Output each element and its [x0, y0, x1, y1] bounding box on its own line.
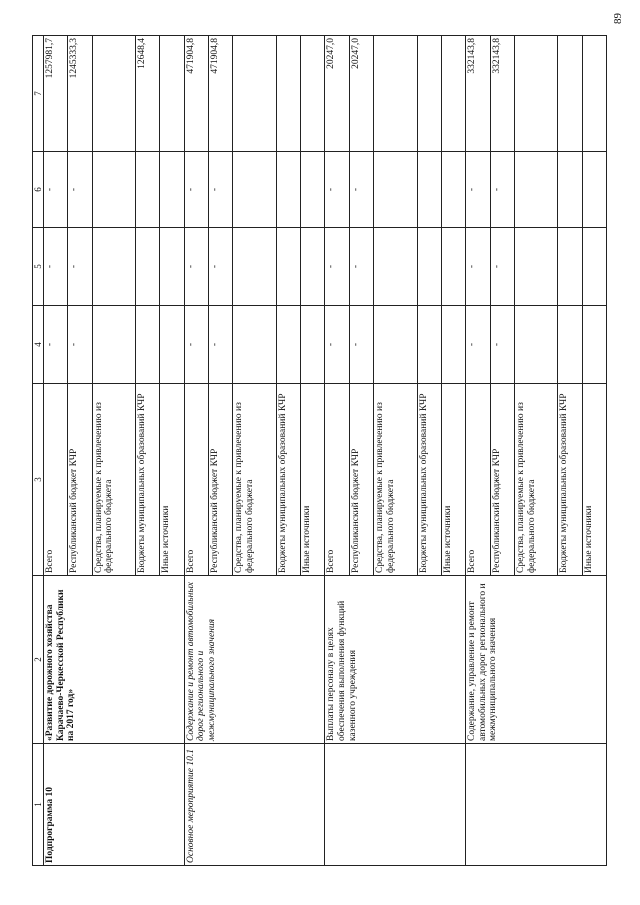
value-cell-c7: 471904,8 [209, 36, 233, 152]
column-number-row [33, 36, 44, 866]
value-cell-c6: - [44, 152, 68, 228]
value-cell-c4 [441, 306, 465, 384]
value-cell-c7: 20247,0 [349, 36, 373, 152]
value-cell-c6 [417, 152, 441, 228]
value-cell-c4 [233, 306, 276, 384]
value-cell-c4: - [44, 306, 68, 384]
value-cell-c5: - [184, 228, 208, 306]
value-cell-c6 [301, 152, 325, 228]
funding-source: Иные источники [160, 384, 184, 576]
funding-source: Республиканский бюджет КЧР [209, 384, 233, 576]
value-cell-c7: 12648,4 [136, 36, 160, 152]
value-cell-c5: - [466, 228, 490, 306]
funding-source: Всего [184, 384, 208, 576]
value-cell-c5 [233, 228, 276, 306]
value-cell-c6: - [490, 152, 514, 228]
funding-source: Средства, планируемые к привлечению из федерального бюджета [514, 384, 557, 576]
value-cell-c4: - [490, 306, 514, 384]
value-cell-c5 [301, 228, 325, 306]
funding-source: Республиканский бюджет КЧР [68, 384, 92, 576]
value-cell-c6: - [209, 152, 233, 228]
value-cell-c4 [558, 306, 582, 384]
column-number: 7 [33, 36, 44, 152]
column-number: 3 [33, 384, 44, 576]
value-cell-c7 [276, 36, 300, 152]
value-cell-c7 [233, 36, 276, 152]
value-cell-c4: - [349, 306, 373, 384]
value-cell-c5: - [68, 228, 92, 306]
column-number: 6 [33, 152, 44, 228]
rotated-table-container [32, 36, 607, 866]
funding-source: Иные источники [301, 384, 325, 576]
value-cell-c7 [417, 36, 441, 152]
value-cell-c6 [558, 152, 582, 228]
value-cell-c6 [374, 152, 417, 228]
value-cell-c5: - [325, 228, 349, 306]
value-cell-c5: - [490, 228, 514, 306]
value-cell-c5 [276, 228, 300, 306]
value-cell-c5 [417, 228, 441, 306]
funding-source: Бюджеты муниципальных образований КЧР [417, 384, 441, 576]
page-number: 89 [612, 13, 624, 24]
value-cell-c6 [514, 152, 557, 228]
value-cell-c5: - [349, 228, 373, 306]
value-cell-c6 [441, 152, 465, 228]
value-cell-c5 [92, 228, 135, 306]
value-cell-c5: - [44, 228, 68, 306]
program-title: Выплаты персоналу в целях обеспечения выполнения функций казенного учреждения [325, 576, 466, 744]
column-number: 1 [33, 744, 44, 866]
value-cell-c4 [160, 306, 184, 384]
value-cell-c5 [558, 228, 582, 306]
program-title: «Развитие дорожного хозяйства Карачаево-Черкесской Республики на 2017 год» [44, 576, 185, 744]
value-cell-c4 [92, 306, 135, 384]
program-code [466, 744, 607, 866]
value-cell-c7 [582, 36, 606, 152]
program-code: Подпрограмма 10 [44, 744, 185, 866]
value-cell-c5: - [209, 228, 233, 306]
value-cell-c7 [92, 36, 135, 152]
value-cell-c4 [374, 306, 417, 384]
program-code: Основное мероприятие 10.1 [184, 744, 325, 866]
value-cell-c6: - [184, 152, 208, 228]
value-cell-c4 [276, 306, 300, 384]
value-cell-c5 [374, 228, 417, 306]
value-cell-c6 [582, 152, 606, 228]
value-cell-c6: - [325, 152, 349, 228]
funding-source: Иные источники [441, 384, 465, 576]
budget-table [32, 35, 607, 866]
table-row [44, 36, 68, 866]
value-cell-c7 [441, 36, 465, 152]
value-cell-c5 [582, 228, 606, 306]
value-cell-c7: 332143,8 [490, 36, 514, 152]
value-cell-c4: - [209, 306, 233, 384]
funding-source: Республиканский бюджет КЧР [349, 384, 373, 576]
funding-source: Средства, планируемые к привлечению из федерального бюджета [233, 384, 276, 576]
value-cell-c6: - [466, 152, 490, 228]
program-title: Содержание и ремонт автомобильных дорог регионального и межмуниципального значения [184, 576, 325, 744]
column-number: 5 [33, 228, 44, 306]
value-cell-c4 [136, 306, 160, 384]
value-cell-c6 [276, 152, 300, 228]
value-cell-c4: - [184, 306, 208, 384]
table-body [44, 36, 607, 866]
funding-source: Средства, планируемые к привлечению из федерального бюджета [92, 384, 135, 576]
funding-source: Всего [44, 384, 68, 576]
value-cell-c6 [233, 152, 276, 228]
value-cell-c5 [160, 228, 184, 306]
value-cell-c7 [558, 36, 582, 152]
value-cell-c4: - [466, 306, 490, 384]
funding-source: Всего [466, 384, 490, 576]
value-cell-c6 [136, 152, 160, 228]
table-row [184, 36, 208, 866]
funding-source: Иные источники [582, 384, 606, 576]
value-cell-c7: 1257981,7 [44, 36, 68, 152]
value-cell-c4 [417, 306, 441, 384]
value-cell-c7: 471904,8 [184, 36, 208, 152]
funding-source: Средства, планируемые к привлечению из федерального бюджета [374, 384, 417, 576]
value-cell-c7: 20247,0 [325, 36, 349, 152]
value-cell-c7 [514, 36, 557, 152]
value-cell-c7 [374, 36, 417, 152]
program-title: Содержание, управление и ремонт автомобильных дорог регионального и межмуниципального значения [466, 576, 607, 744]
value-cell-c5 [514, 228, 557, 306]
value-cell-c4: - [325, 306, 349, 384]
value-cell-c7: 332143,8 [466, 36, 490, 152]
column-number: 2 [33, 576, 44, 744]
value-cell-c7: 1245333,3 [68, 36, 92, 152]
value-cell-c6: - [349, 152, 373, 228]
value-cell-c5 [441, 228, 465, 306]
value-cell-c7 [301, 36, 325, 152]
value-cell-c6 [92, 152, 135, 228]
funding-source: Республиканский бюджет КЧР [490, 384, 514, 576]
value-cell-c5 [136, 228, 160, 306]
funding-source: Всего [325, 384, 349, 576]
program-code [325, 744, 466, 866]
column-number: 4 [33, 306, 44, 384]
value-cell-c4 [582, 306, 606, 384]
funding-source: Бюджеты муниципальных образований КЧР [136, 384, 160, 576]
value-cell-c4: - [68, 306, 92, 384]
table-row [466, 36, 490, 866]
value-cell-c6: - [68, 152, 92, 228]
value-cell-c4 [301, 306, 325, 384]
value-cell-c7 [160, 36, 184, 152]
funding-source: Бюджеты муниципальных образований КЧР [558, 384, 582, 576]
funding-source: Бюджеты муниципальных образований КЧР [276, 384, 300, 576]
table-row [325, 36, 349, 866]
value-cell-c6 [160, 152, 184, 228]
value-cell-c4 [514, 306, 557, 384]
